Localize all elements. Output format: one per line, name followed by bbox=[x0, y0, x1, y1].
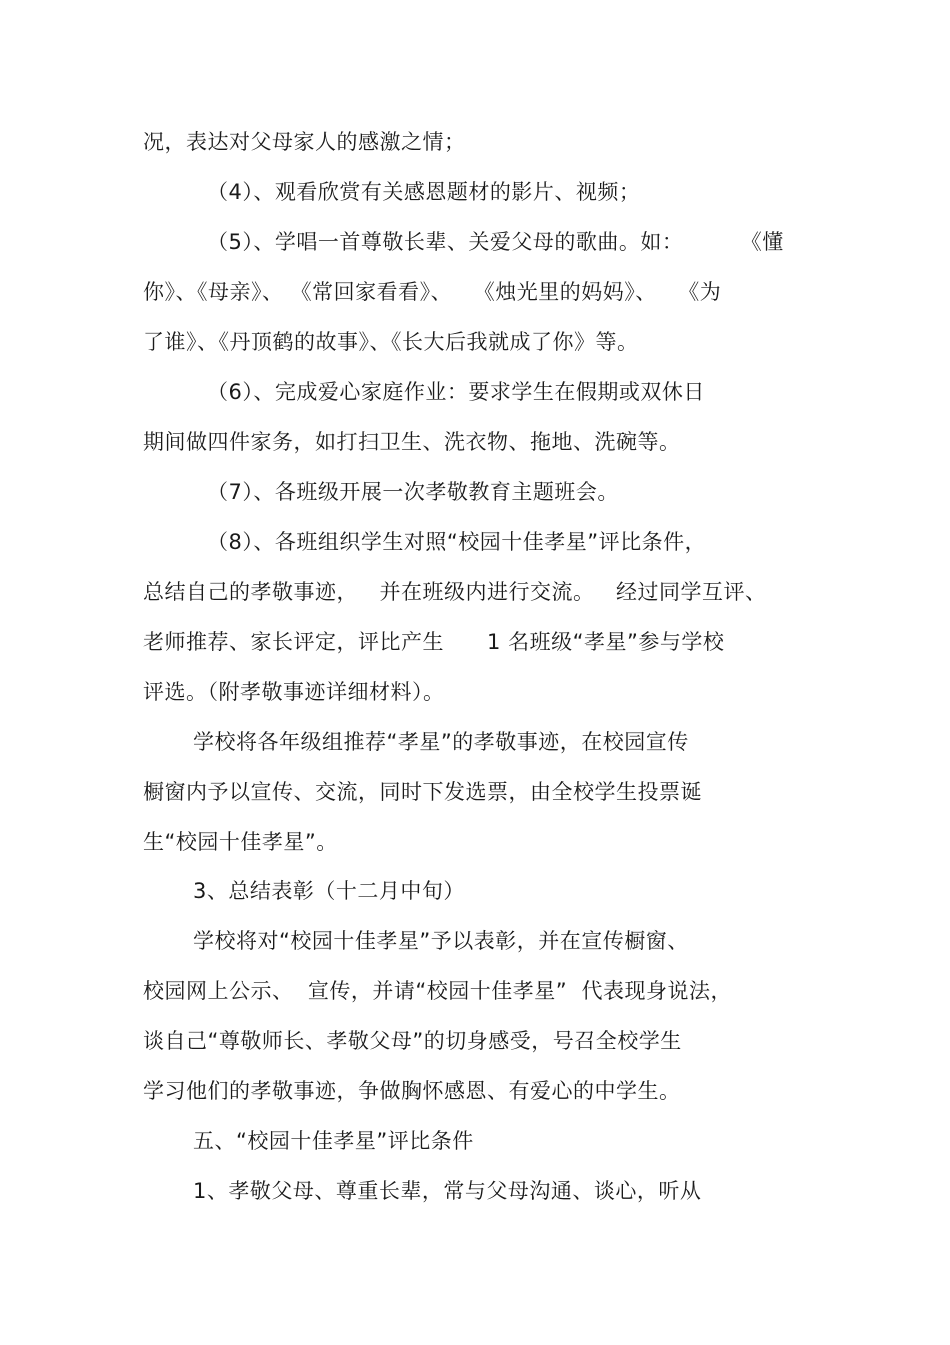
text-line: 橱窗内予以宣传、交流，同时下发选票，由全校学生投票诞 bbox=[143, 780, 702, 804]
text-line: 学习他们的孝敬事迹，争做胸怀感恩、有爱心的中学生。 bbox=[143, 1079, 681, 1103]
text-line: （4）、观看欣赏有关感恩题材的影片、视频； bbox=[207, 180, 641, 204]
text-line: 况，表达对父母家人的感激之情； bbox=[143, 130, 466, 154]
text-line: （7）、各班级开展一次孝敬教育主题班会。 bbox=[207, 480, 619, 504]
text-line: 你》、《母亲》、 《常回家看看》、 《烛光里的妈妈》、 《为 bbox=[143, 280, 722, 304]
text-line: 期间做四件家务，如打扫卫生、洗衣物、拖地、洗碗等。 bbox=[143, 430, 681, 454]
text-line: （8）、各班组织学生对照“校园十佳孝星”评比条件， bbox=[207, 530, 707, 554]
text-line: 生“校园十佳孝星”。 bbox=[143, 830, 338, 854]
text-line: 学校将对“校园十佳孝星”予以表彰，并在宣传橱窗、 bbox=[193, 929, 689, 953]
text-line: （6）、完成爱心家庭作业：要求学生在假期或双休日 bbox=[207, 380, 705, 404]
text-line: 学校将各年级组推荐“孝星”的孝敬事迹，在校园宣传 bbox=[193, 730, 689, 754]
text-line: 谈自己“尊敬师长、孝敬父母”的切身感受，号召全校学生 bbox=[143, 1029, 682, 1053]
text-line: 了谁》、《丹顶鹤的故事》、《长大后我就成了你》等。 bbox=[143, 330, 639, 354]
text-line: 总结自己的孝敬事迹， 并在班级内进行交流。 经过同学互评、 bbox=[143, 580, 767, 604]
text-line: 1、孝敬父母、尊重长辈，常与父母沟通、谈心，听从 bbox=[193, 1179, 702, 1203]
text-line: 评选。（附孝敬事迹详细材料）。 bbox=[143, 680, 445, 704]
text-line: （5）、学唱一首尊敬长辈、关爱父母的歌曲。如： 《懂 bbox=[207, 230, 784, 254]
text-line: 校园网上公示、 宣传，并请“校园十佳孝星” 代表现身说法， bbox=[143, 979, 732, 1003]
text-line: 3、总结表彰（十二月中旬） bbox=[193, 879, 465, 903]
section-heading: 五、“校园十佳孝星”评比条件 bbox=[193, 1129, 474, 1153]
text-line: 老师推荐、家长评定，评比产生 1 名班级“孝星”参与学校 bbox=[143, 630, 725, 654]
